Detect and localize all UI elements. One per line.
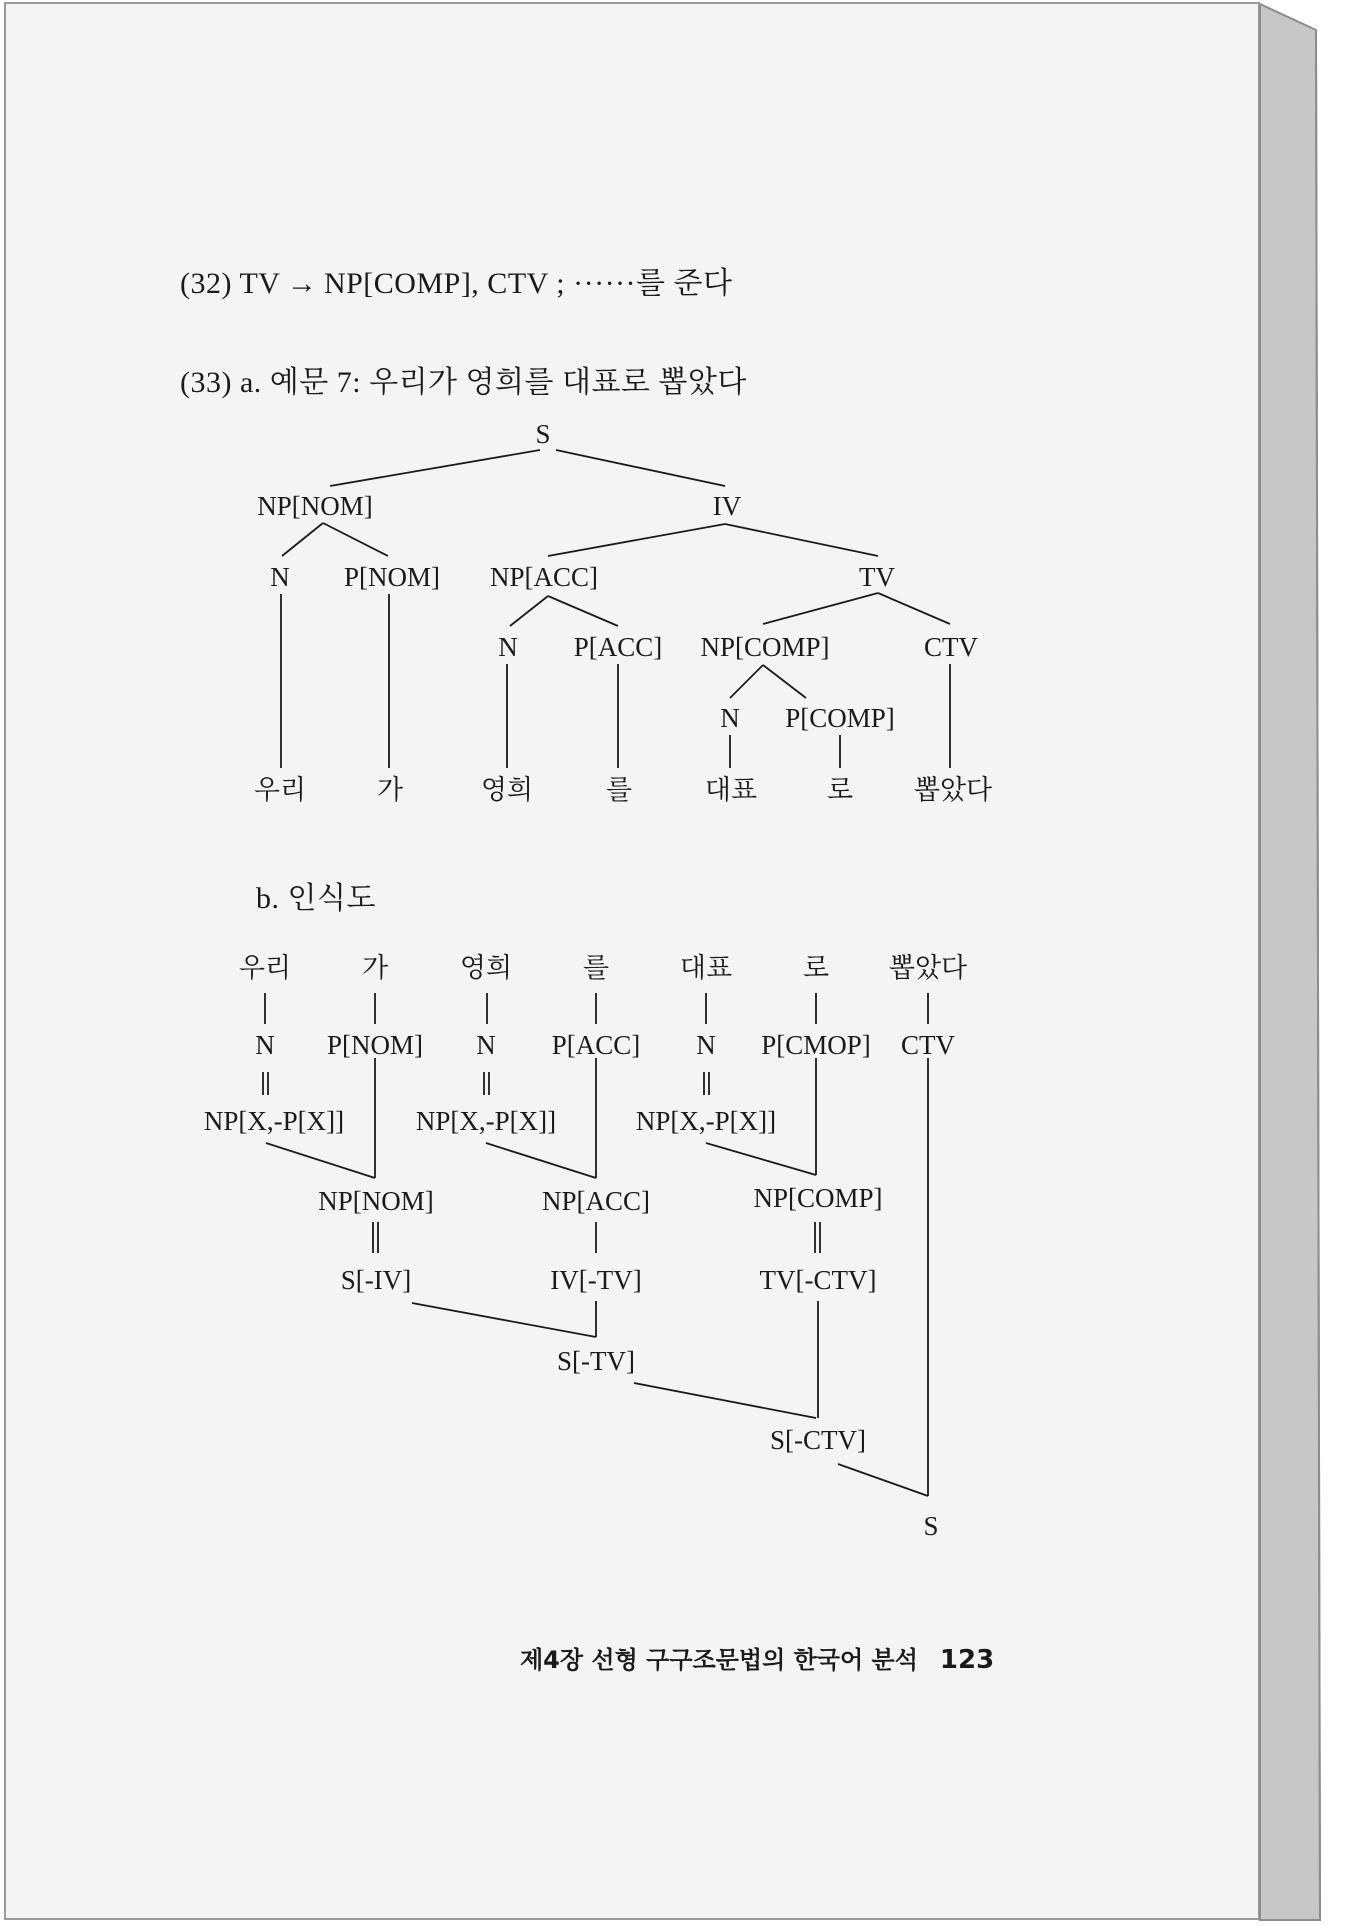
category: P[CMOP] [761,1030,871,1060]
word: 영희 [459,953,513,983]
category: N [476,1030,496,1060]
node-iv: IV [712,491,742,521]
example-33b-heading: b. 인식도 [256,882,376,915]
leaf-word: 뽑았다 [913,775,993,805]
running-footer [520,1640,994,1675]
s-root: S [923,1511,939,1541]
category: P[NOM] [326,1030,424,1060]
leaf-word: 대표 [704,775,758,805]
leaf-word: 우리 [253,775,307,805]
s-tv: S[-TV] [557,1346,635,1376]
node-s: S [535,419,551,449]
page-number: 123 [939,1645,995,1675]
leaf-word: 영희 [480,775,534,805]
rule-32: (32) TV → NP[COMP], CTV ; ······를 준다 [180,267,733,300]
node-np-acc: NP[ACC] [489,562,599,592]
node-n2: N [498,632,518,662]
leaf-word: 로 [826,775,854,805]
category: N [255,1030,275,1060]
functor: S[-IV] [340,1265,412,1295]
functor: TV[-CTV] [759,1265,877,1295]
np-case: NP[ACC] [541,1186,651,1216]
category: N [696,1030,716,1060]
leaf-word: 가 [376,775,404,805]
word: 가 [361,953,389,983]
functor: IV[-TV] [550,1265,642,1295]
node-p-comp: P[COMP] [785,703,895,733]
example-33a-heading: (33) a. 예문 7: 우리가 영희를 대표로 뽑았다 [180,366,747,399]
node-p-nom: P[NOM] [343,562,441,592]
category: P[ACC] [551,1030,641,1060]
category: CTV [901,1030,955,1060]
np-raise: NP[X,-P[X]] [635,1106,777,1136]
word: 로 [802,953,830,983]
node-ctv: CTV [924,632,978,662]
np-case: NP[COMP] [753,1183,883,1213]
word: 를 [582,953,610,983]
chapter-title: 제4장 선형 구구조문법의 한국어 분석 [520,1646,918,1674]
s-ctv: S[-CTV] [770,1425,866,1455]
node-np-nom: NP[NOM] [257,491,373,521]
np-raise: NP[X,-P[X]] [415,1106,557,1136]
node-p-acc: P[ACC] [573,632,663,662]
leaf-word: 를 [605,775,633,805]
word: 대표 [679,953,733,983]
np-case: NP[NOM] [318,1186,434,1216]
node-tv: TV [859,562,895,592]
word: 우리 [238,953,292,983]
np-raise: NP[X,-P[X]] [203,1106,345,1136]
word: 뽑았다 [888,953,968,983]
node-n3: N [720,703,740,733]
node-np-comp: NP[COMP] [700,632,830,662]
node-n1: N [270,562,290,592]
